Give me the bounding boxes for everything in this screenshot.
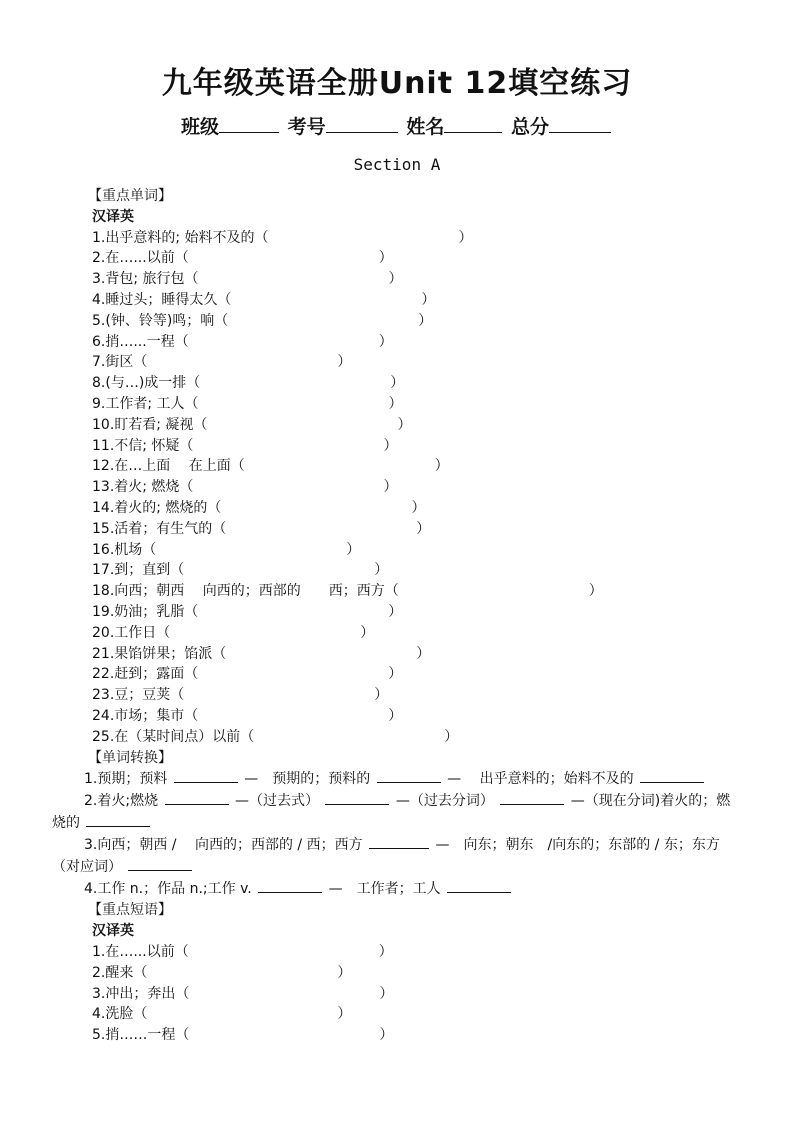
class-label: 班级 bbox=[181, 116, 220, 138]
worksheet-title: 九年级英语全册Unit 12填空练习 bbox=[161, 66, 633, 101]
answer-blank[interactable] bbox=[447, 878, 511, 893]
list-item[interactable]: 5.捎……一程（ ） bbox=[92, 1027, 394, 1044]
list-item[interactable]: 8.(与…)成一排（ ） bbox=[92, 375, 405, 392]
list-item[interactable]: 4.睡过头；睡得太久（ ） bbox=[92, 291, 436, 308]
list-item[interactable]: 22.赶到；露面（ ） bbox=[92, 666, 403, 683]
class-blank[interactable] bbox=[219, 114, 279, 133]
transform-question-1: 1.预期；预料 — 预期的；预料的 — 出乎意料的；始料不及的 bbox=[52, 768, 740, 790]
answer-blank[interactable] bbox=[377, 768, 441, 783]
list-item[interactable]: 24.市场；集市（ ） bbox=[92, 707, 403, 724]
list-item[interactable]: 11.不信; 怀疑（ ） bbox=[92, 437, 398, 454]
list-item[interactable]: 13.着火; 燃烧（ ） bbox=[92, 479, 398, 496]
section-heading: Section A bbox=[353, 155, 441, 174]
answer-blank[interactable] bbox=[500, 790, 564, 805]
list-item[interactable]: 18.向西；朝西 向西的；西部的 西；西方（ ） bbox=[92, 583, 603, 600]
answer-blank[interactable] bbox=[640, 768, 704, 783]
list-item[interactable]: 15.活着；有生气的（ ） bbox=[92, 520, 431, 537]
key-words-subheader: 汉译英 bbox=[92, 208, 134, 225]
answer-blank[interactable] bbox=[325, 790, 389, 805]
list-item[interactable]: 1.出乎意料的; 始料不及的（ ） bbox=[92, 229, 473, 246]
list-item[interactable]: 21.果馅饼果；馅派（ ） bbox=[92, 645, 431, 662]
list-item[interactable]: 3.背包; 旅行包（ ） bbox=[92, 271, 403, 288]
list-item[interactable]: 2.醒来（ ） bbox=[92, 964, 352, 981]
transform-question-2: 2.着火;燃烧 —（过去式） —（过去分词） —（现在分词)着火的；燃烧的 bbox=[52, 790, 740, 834]
list-item[interactable]: 4.洗脸（ ） bbox=[92, 1006, 352, 1023]
list-item[interactable]: 16.机场（ ） bbox=[92, 541, 361, 558]
key-words-header: 【重点单词】 bbox=[88, 188, 172, 204]
answer-blank[interactable] bbox=[258, 878, 322, 893]
score-label: 总分 bbox=[510, 116, 549, 138]
number-label: 考号 bbox=[287, 116, 326, 138]
key-phrases-header: 【重点短语】 bbox=[88, 902, 172, 919]
list-item[interactable]: 19.奶油；乳脂（ ） bbox=[92, 603, 403, 620]
list-item[interactable]: 10.盯若看; 凝视（ ） bbox=[92, 416, 412, 433]
answer-blank[interactable] bbox=[128, 856, 192, 871]
list-item[interactable]: 1.在…...以前（ ） bbox=[92, 943, 393, 960]
transform-question-3: 3.向西；朝西 / 向西的；西部的 / 西；西方 — 向东；朝东 /向东的；东部的 / 东；东方（对应词） bbox=[52, 834, 740, 878]
list-item[interactable]: 23.豆；豆荚（ ） bbox=[92, 687, 389, 704]
answer-blank[interactable] bbox=[86, 812, 150, 827]
score-blank[interactable] bbox=[549, 114, 611, 133]
list-item[interactable]: 7.街区（ ） bbox=[92, 354, 352, 371]
student-info-line bbox=[0, 112, 794, 139]
list-item[interactable]: 3.冲出；奔出（ ） bbox=[92, 985, 394, 1002]
worksheet-body bbox=[52, 186, 740, 1046]
list-item[interactable]: 9.工作者; 工人（ ） bbox=[92, 395, 403, 412]
list-item[interactable]: 6.捎…...一程（ ） bbox=[92, 333, 393, 350]
list-item[interactable]: 14.着火的; 燃烧的（ ） bbox=[92, 499, 426, 516]
list-item[interactable]: 2.在…...以前（ ） bbox=[92, 250, 393, 267]
list-item[interactable]: 17.到；直到（ ） bbox=[92, 562, 389, 579]
list-item[interactable]: 5.(钟、铃等)鸣；响（ ） bbox=[92, 312, 433, 329]
list-item[interactable]: 12.在…上面 在上面（ ） bbox=[92, 458, 449, 475]
name-label: 姓名 bbox=[406, 116, 445, 138]
number-blank[interactable] bbox=[326, 114, 398, 133]
answer-blank[interactable] bbox=[174, 768, 238, 783]
list-item[interactable]: 25.在（某时间点）以前（ ） bbox=[92, 728, 459, 745]
word-transform-header: 【单词转换】 bbox=[88, 749, 172, 766]
list-item[interactable]: 20.工作日（ ） bbox=[92, 624, 375, 641]
name-blank[interactable] bbox=[444, 114, 502, 133]
answer-blank[interactable] bbox=[165, 790, 229, 805]
transform-question-4: 4.工作 n.；作品 n.;工作 v. — 工作者；工人 bbox=[52, 878, 740, 900]
key-phrases-subheader: 汉译英 bbox=[92, 923, 134, 940]
answer-blank[interactable] bbox=[369, 834, 429, 849]
